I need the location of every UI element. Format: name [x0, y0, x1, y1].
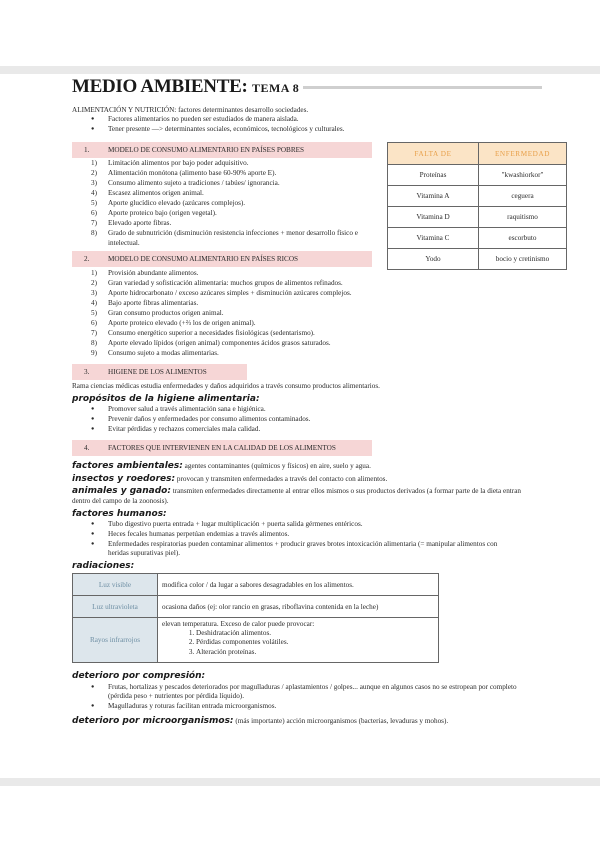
section-3-banner: [72, 364, 247, 380]
table-header-row: [388, 143, 567, 165]
list-item: ● Magulladuras y roturas facilitan entrada microorganismos.: [108, 702, 276, 711]
intro-line: ALIMENTACIÓN Y NUTRICIÓN: factores determinantes desarrollo sociedades.: [72, 106, 309, 114]
list-item: 6) Aporte proteico bajo (origen vegetal).: [91, 209, 217, 217]
title-main: MEDIO AMBIENTE:: [72, 76, 248, 97]
header-falta: FALTA DE: [388, 143, 479, 165]
section-3-number: 3.: [84, 368, 90, 376]
list-item: 6) Aporte proteico elevado (+⅔ los de origen animal).: [91, 319, 256, 327]
radiation-table: [72, 573, 439, 663]
table-row: Vitamina D raquitismo: [388, 207, 567, 228]
table-row: Vitamina A ceguera: [388, 186, 567, 207]
list-item: ● Evitar pérdidas y rechazos comerciales mala calidad.: [108, 425, 260, 434]
section-1-banner: [72, 142, 372, 158]
factor-microorganismos: deterioro por microorganismos: (más importante) acción microorganismos (bacterias, levaduras y mohos).: [72, 716, 449, 726]
list-item: 3) Consumo alimento sujeto a tradiciones / tabúes/ ignorancia.: [91, 179, 280, 187]
list-item: 2. Pérdidas componentes volátiles.: [196, 638, 434, 647]
list-item: 2) Gran variedad y sofisticación alimentaria: muchos grupos de alimentos refinados.: [91, 279, 343, 287]
list-item: 3. Alteración proteínas.: [196, 648, 434, 657]
radiaciones-label: radiaciones:: [72, 561, 135, 571]
list-item: ● Promover salud a través alimentación sana e higiénica.: [108, 405, 266, 414]
factor-humanos-label: factores humanos:: [72, 509, 167, 519]
table-row: Yodo bocio y cretinismo: [388, 249, 567, 270]
list-item: 7) Elevado aporte fibras.: [91, 219, 172, 227]
list-item: 4) Bajo aporte fibras alimentarias.: [91, 299, 199, 307]
list-item: ● Prevenir daños y enfermedades por consumo alimentos contaminados.: [108, 415, 310, 424]
section-4-number: 4.: [84, 444, 90, 452]
section-3-subheading: propósitos de la higiene alimentaria:: [72, 394, 260, 404]
intro-bullet: ● Tener presente —> determinantes sociales, económicos, tecnológicos y culturales.: [108, 125, 344, 134]
factor-animales: animales y ganado: transmiten enfermedades directamente al entrar ellos mismos o sus productos derivados (a formar parte de la dieta entran dentro del campo de la zoonosis).: [72, 486, 521, 505]
list-item: 8) Aporte elevado lípidos (origen animal) componentes ácidos grasos saturados.: [91, 339, 331, 347]
compresion-label: deterioro por compresión:: [72, 671, 206, 681]
section-2-title: MODELO DE CONSUMO ALIMENTARIO EN PAÍSES RICOS: [108, 255, 299, 263]
list-item: 3) Aporte hidrocarbonato / exceso azúcares simples + disminución azúcares complejos.: [91, 289, 352, 297]
list-item: 5) Aporte glucídico elevado (azúcares complejos).: [91, 199, 246, 207]
list-item: ● Frutas, hortalizas y pescados deteriorados por magulladuras / aplastamientos / golpes... aunque en algunos casos no se estropean por completo (pérdida peso + nutrientes por pérdida líquido).: [108, 683, 528, 702]
list-item: ● Tubo digestivo puerta entrada + lugar multiplicación + puerta salida gérmenes entéricos.: [108, 520, 363, 529]
list-item: 9) Consumo sujeto a modas alimentarias.: [91, 349, 219, 357]
section-2-banner: [72, 251, 372, 267]
section-1-number: 1.: [84, 146, 90, 154]
factor-insectos: insectos y roedores: provocan y transmiten enfermedades a través del contacto con alimentos.: [72, 474, 388, 484]
section-4-title: FACTORES QUE INTERVIENEN EN LA CALIDAD DE LOS ALIMENTOS: [108, 444, 336, 452]
deficiency-table: [387, 142, 567, 270]
factor-ambientales: factores ambientales: agentes contaminantes (químicos y físicos) en aire, suelo y agua.: [72, 461, 371, 471]
list-item: 8) Grado de subnutrición (disminución resistencia infecciones + menor desarrollo físico e intelectual.: [91, 229, 358, 247]
table-row: Proteínas "kwashiorkor": [388, 165, 567, 186]
list-item: 1) Limitación alimentos por bajo poder adquisitivo.: [91, 159, 249, 167]
section-3-title: HIGIENE DE LOS ALIMENTOS: [108, 368, 207, 376]
list-item: 7) Consumo energético superior a necesidades fisiológicas (sedentarismo).: [91, 329, 315, 337]
title-tema: TEMA 8: [251, 81, 300, 95]
title-text: [72, 78, 303, 97]
intro-bullet: ● Factores alimentarios no pueden ser estudiados de manera aislada.: [108, 115, 299, 124]
section-2-number: 2.: [84, 255, 90, 263]
header-enfermedad: ENFERMEDAD: [479, 143, 567, 165]
list-item: 5) Gran consumo productos origen animal.: [91, 309, 224, 317]
table-row: Rayos infrarrojos elevan temperatura. Exceso de calor puede provocar: 1. Deshidratación alimentos. 2. Pérdidas componentes volátiles. 3. Alteración proteínas.: [73, 618, 439, 663]
page-title: [72, 78, 542, 96]
section-3-line: Rama ciencias médicas estudia enfermedades y daños adquiridos a través consumo productos alimentarios.: [72, 382, 380, 390]
table-row: Vitamina C escorbuto: [388, 228, 567, 249]
top-band: [0, 66, 600, 74]
list-item: ● Enfermedades respiratorias pueden contaminar alimentos + producir graves brotes intoxicación alimentaria (= manipular alimentos con heridas supurativas piel).: [108, 540, 518, 559]
list-item: 1) Provisión abundante alimentos.: [91, 269, 199, 277]
list-item: 2) Alimentación monótona (alimento base 60-90% aporte E).: [91, 169, 277, 177]
list-item: ● Heces fecales humanas perpetúan endemias a través alimentos.: [108, 530, 289, 539]
section-1-title: MODELO DE CONSUMO ALIMENTARIO EN PAÍSES POBRES: [108, 146, 305, 154]
section-4-banner: [72, 440, 372, 456]
table-row: Luz visible modifica color / da lugar a sabores desagradables en los alimentos.: [73, 574, 439, 596]
table-row: Luz ultravioleta ocasiona daños (ej: olor rancio en grasas, riboflavina contenida en la leche): [73, 596, 439, 618]
list-item: 1. Deshidratación alimentos.: [196, 629, 434, 638]
bottom-band: [0, 778, 600, 786]
list-item: 4) Escasez alimentos origen animal.: [91, 189, 204, 197]
